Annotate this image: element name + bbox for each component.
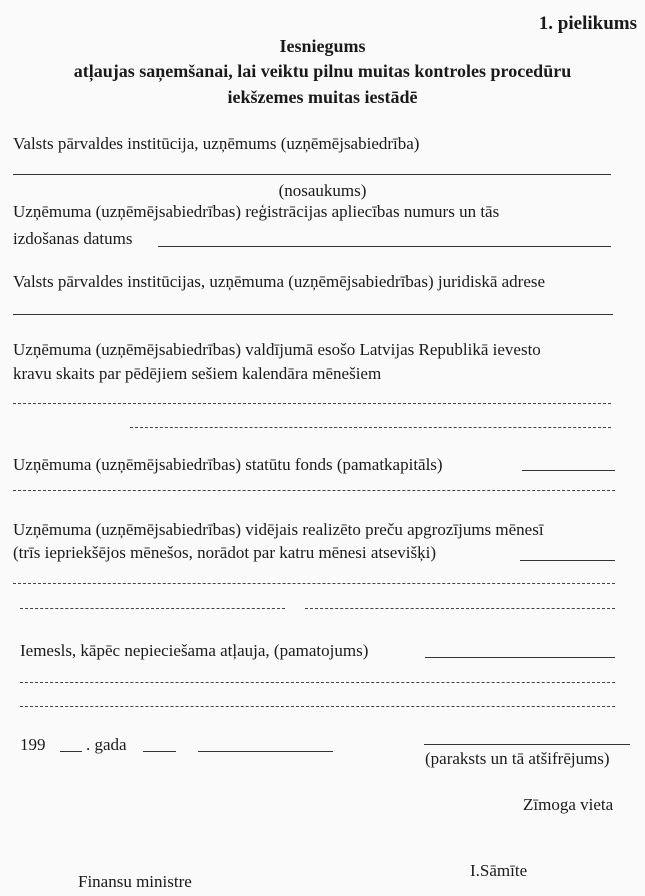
capital-label: Uzņēmuma (uzņēmējsabiedrības) statūtu fonds (pamatkapitāls) <box>13 455 443 474</box>
cargo-fill-line-2 <box>130 427 611 428</box>
signature-fill-line <box>424 744 630 745</box>
signatory-name: I.Sāmīte <box>470 861 528 880</box>
document-title-line1: Iesniegums <box>279 36 366 56</box>
date-gada: . gada <box>86 735 127 754</box>
date-month-fill-line <box>198 751 333 752</box>
document-title-line2: atļaujas saņemšanai, lai veiktu pilnu muitas kontroles procedūru <box>73 61 572 81</box>
cargo-fill-line-1 <box>13 403 611 404</box>
turnover-fill-line-3a <box>20 608 285 609</box>
turnover-fill-line-1 <box>520 560 615 561</box>
turnover-label-line2: (trīs iepriekšējos mēnešos, norādot par katru mēnesi atsevišķi) <box>13 543 436 562</box>
registration-fill-line <box>158 246 611 247</box>
turnover-label-line1: Uzņēmuma (uzņēmējsabiedrības) vidējais realizēto preču apgrozījums mēnesī <box>13 520 544 539</box>
turnover-fill-line-3b <box>305 608 615 609</box>
registration-label-line2: izdošanas datums <box>13 229 133 248</box>
signature-note: (paraksts un tā atšifrējums) <box>425 749 610 768</box>
institution-fill-line <box>13 174 611 175</box>
document-title-line3: iekšzemes muitas iestādē <box>227 87 418 107</box>
capital-fill-line-1 <box>522 470 615 471</box>
reason-label: Iemesls, kāpēc nepieciešama atļauja, (pamatojums) <box>20 641 369 660</box>
date-year-fill-line <box>60 751 82 752</box>
name-note: (nosaukums) <box>278 181 367 200</box>
capital-fill-line-2 <box>13 490 615 491</box>
address-label: Valsts pārvaldes institūcijas, uzņēmuma (uzņēmējsabiedrības) juridiskā adrese <box>13 272 546 291</box>
cargo-label-line2: kravu skaits par pēdējiem sešiem kalendāra mēnešiem <box>13 364 382 383</box>
registration-label-line1: Uzņēmuma (uzņēmējsabiedrības) reģistrācijas apliecības numurs un tās <box>13 202 500 221</box>
institution-label: Valsts pārvaldes institūcija, uzņēmums (uzņēmējsabiedrība) <box>13 134 420 153</box>
reason-fill-line-1 <box>425 657 615 658</box>
signatory-position: Finansu ministre <box>78 872 192 891</box>
reason-fill-line-3 <box>20 706 615 707</box>
cargo-label-line1: Uzņēmuma (uzņēmējsabiedrības) valdījumā esošo Latvijas Republikā ievesto <box>13 340 541 359</box>
date-year-prefix: 199 <box>20 735 46 754</box>
address-fill-line <box>13 314 613 315</box>
reason-fill-line-2 <box>20 682 615 683</box>
appendix-label: 1. pielikums <box>538 13 637 34</box>
turnover-fill-line-2 <box>13 583 615 584</box>
date-day-fill-line <box>143 751 176 752</box>
stamp-place: Zīmoga vieta <box>523 795 614 814</box>
